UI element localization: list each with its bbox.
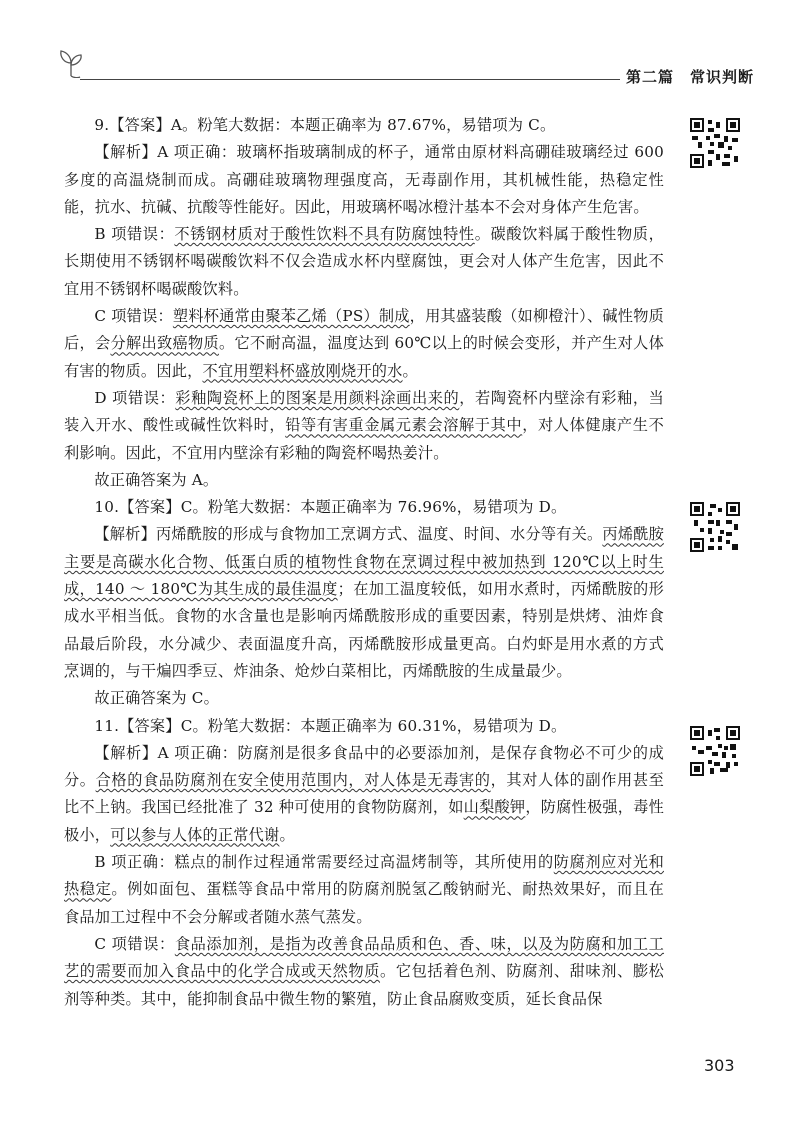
- explanation-10: 【解析】丙烯酰胺的形成与食物加工烹调方式、温度、时间、水分等有关。丙烯酰胺主要是高碳水化合物、低蛋白质的植物性食物在烹调过程中被加热到 120℃以上时生成，140 ～ 180℃为其生成的最佳温度；在加工温度较低，如用水煮时，丙烯酰胺的形成水平相当低。食物的水含量也是影响丙烯酰胺形成的重要因素，特别是烘烤、油炸食品最后阶段，水分减少、表面温度升高，丙烯酰胺形成量更高。白灼虾是用水煮的方式烹调的，与干煸四季豆、炸油条、炝炒白菜相比，丙烯酰胺的生成量最少。: [64, 525, 664, 680]
- explanation-9-d: D 项错误：彩釉陶瓷杯上的图案是用颜料涂画出来的，若陶瓷杯内壁涂有彩釉，当装入开水、酸性或碱性饮料时，铅等有害重金属元素会溶解于其中，对人体健康产生不利影响。因此，不宜用内壁涂有彩釉的陶瓷杯喝热姜汁。: [64, 388, 664, 462]
- explanation-9-c: C 项错误：塑料杯通常由聚苯乙烯（PS）制成，用其盛装酸（如柳橙汁）、碱性物质后，会分解出致癌物质。它不耐高温，温度达到 60℃以上的时候会变形，并产生对人体有害的物质。因此，不宜用塑料杯盛放刚烧开的水。: [64, 307, 664, 380]
- conclusion-9: 故正确答案为 A。: [94, 470, 219, 489]
- qr-code-icon[interactable]: [690, 118, 740, 168]
- conclusion-10: 故正确答案为 C。: [94, 689, 219, 708]
- section-title: 第二篇 常识判断: [626, 68, 755, 86]
- answer-11-header: 11.【答案】C。粉笔大数据：本题正确率为 60.31%，易错项为 D。: [94, 716, 567, 735]
- answer-explanations: [64, 112, 664, 1013]
- page-header: [0, 0, 800, 100]
- explanation-11-c: C 项错误：食品添加剂，是指为改善食品品质和色、香、味，以及为防腐和加工工艺的需要而加入食品中的化学合成或天然物质。它包括着色剂、防腐剂、甜味剂、膨松剂等种类。其中，能抑制食品中微生物的繁殖，防止食品腐败变质，延长食品保: [64, 934, 665, 1008]
- answer-10-header: 10.【答案】C。粉笔大数据：本题正确率为 76.96%，易错项为 D。: [94, 498, 567, 517]
- explanation-11-a: 【解析】A 项正确：防腐剂是很多食品中的必要添加剂，是保存食物必不可少的成分。合格的食品防腐剂在安全使用范围内，对人体是无毒害的，其对人体的副作用甚至比不上钠。我国已经批准了 32 种可使用的食物防腐剂，如山梨酸钾，防腐性极强，毒性极小，可以参与人体的正常代谢。: [64, 743, 665, 844]
- explanation-11-b: B 项正确：糕点的制作过程通常需要经过高温烤制等，其所使用的防腐剂应对光和热稳定。例如面包、蛋糕等食品中常用的防腐剂脱氢乙酸钠耐光、耐热效果好，而且在食品加工过程中不会分解或者随水蒸气蒸发。: [64, 853, 664, 926]
- answer-9-header: 9.【答案】A。粉笔大数据：本题正确率为 87.67%，易错项为 C。: [94, 116, 556, 134]
- explanation-9-b: B 项错误：不锈钢材质对于酸性饮料不具有防腐蚀特性。碳酸饮料属于酸性物质，长期使用不锈钢杯喝碳酸饮料不仅会造成水杯内壁腐蚀，更会对人体产生危害，因此不宜用不锈钢杯喝碳酸饮料。: [64, 225, 664, 298]
- qr-code-icon[interactable]: [690, 726, 740, 776]
- header-rule: [80, 79, 620, 80]
- page-number: 303: [704, 1056, 735, 1075]
- sprout-icon: [58, 48, 84, 78]
- qr-code-icon[interactable]: [690, 502, 740, 552]
- explanation-9-a: 【解析】A 项正确：玻璃杯指玻璃制成的杯子，通常由原材料高硼硅玻璃经过 600 多度的高温烧制而成。高硼硅玻璃物理强度高，无毒副作用，其机械性能，热稳定性能，抗水、抗碱、抗酸等性能好。因此，用玻璃杯喝冰橙汁基本不会对身体产生危害。: [64, 143, 664, 216]
